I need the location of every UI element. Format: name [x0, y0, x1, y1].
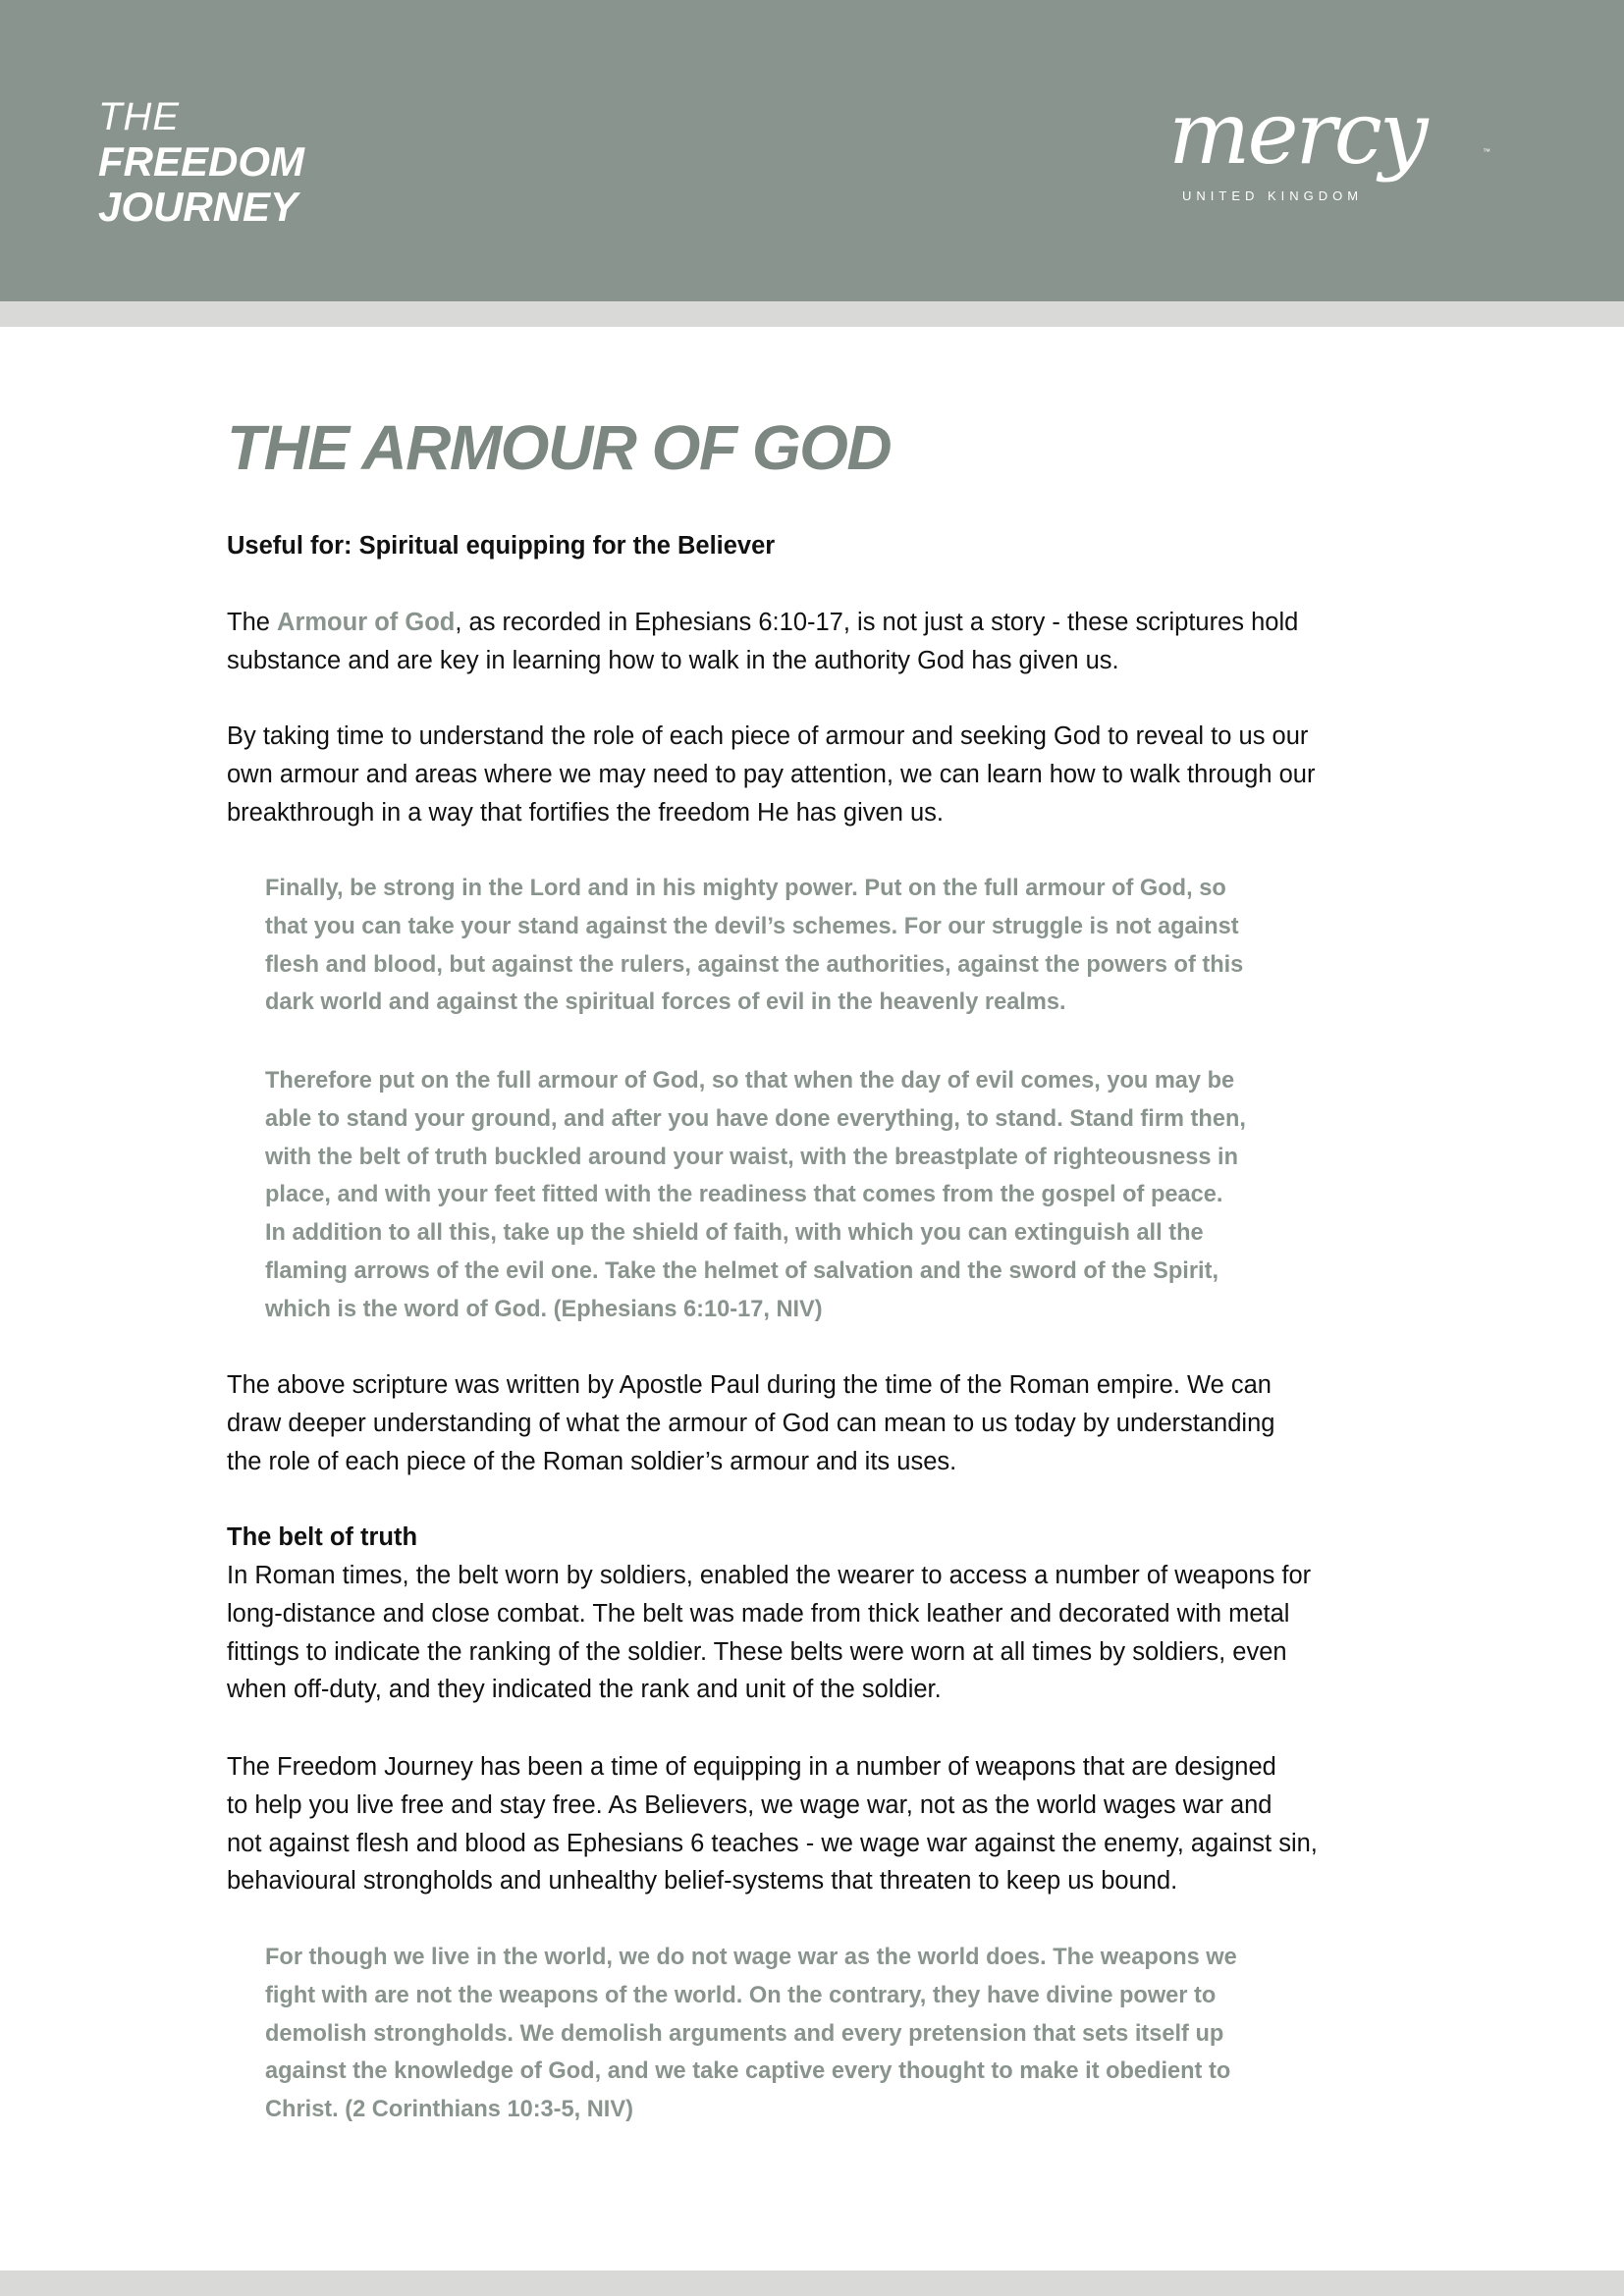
- page-title: THE ARMOUR OF GOD: [227, 412, 892, 483]
- header-banner: [0, 0, 1624, 301]
- scripture-quote-3: [265, 1939, 1237, 2129]
- text-line: Finally, be strong in the Lord and in his mighty power. Put on the full armour of God, so: [265, 876, 1226, 901]
- text-line: with the belt of truth buckled around your waist, with the breastplate of righteousness in: [265, 1144, 1239, 1170]
- footer-band: [0, 2270, 1624, 2296]
- intro-line: [227, 604, 1298, 642]
- header-divider: [0, 301, 1624, 327]
- useful-for-text: Useful for: Spiritual equipping for the Believer: [227, 532, 776, 560]
- text-line: In addition to all this, take up the shield of faith, with which you can extinguish all the: [265, 1220, 1204, 1247]
- text-line: flesh and blood, but against the rulers, against the authorities, against the powers of this: [265, 951, 1244, 978]
- text-line: fight with are not the weapons of the world. On the contrary, they have divine power to: [265, 1982, 1217, 2008]
- text-line: Christ. (2 Corinthians 10:3-5, NIV): [265, 2097, 633, 2123]
- scripture-quote-1: [265, 870, 1243, 1022]
- text-line: For though we live in the world, we do not wage war as the world does. The weapons we: [265, 1945, 1237, 1970]
- text-line: long-distance and close combat. The belt was made from thick leather and decorated with metal: [227, 1599, 1290, 1628]
- text-line: behavioural strongholds and unhealthy belief-systems that threaten to keep us bound.: [227, 1867, 1178, 1896]
- text-line: not against flesh and blood as Ephesians 6 teaches - we wage war against the enemy, against sin,: [227, 1829, 1318, 1857]
- text-line: dark world and against the spiritual forces of evil in the heavenly realms.: [265, 989, 1066, 1016]
- text-line: The Freedom Journey has been a time of equipping in a number of weapons that are designed: [227, 1753, 1276, 1781]
- mercy-script: mercy: [1168, 82, 1426, 184]
- mercy-logo: [1159, 82, 1551, 236]
- text-line: which is the word of God. (Ephesians 6:10-17, NIV): [265, 1296, 823, 1322]
- paragraph-belt: [227, 1557, 1311, 1709]
- text-line: against the knowledge of God, and we take captive every thought to make it obedient to: [265, 2058, 1231, 2085]
- text-line: Therefore put on the full armour of God, so that when the day of evil comes, you may be: [265, 1068, 1235, 1094]
- text-line: when off-duty, and they indicated the rank and unit of the soldier.: [227, 1676, 942, 1704]
- scripture-quote-2: [265, 1062, 1246, 1329]
- text-line: to help you live free and stay free. As Believers, we wage war, not as the world wages war and: [227, 1790, 1272, 1819]
- mercy-subtitle: UNITED KINGDOM: [1182, 188, 1364, 203]
- text-line: The above scripture was written by Apostle Paul during the time of the Roman empire. We can: [227, 1371, 1272, 1399]
- text-line: able to stand your ground, and after you have done everything, to stand. Stand firm then,: [265, 1105, 1246, 1132]
- text-line: that you can take your stand against the devil’s schemes. For our struggle is not against: [265, 913, 1239, 939]
- text-line: In Roman times, the belt worn by soldiers, enabled the wearer to access a number of weapons for: [227, 1562, 1312, 1589]
- intro-paragraph: [227, 604, 1298, 680]
- paragraph-roman-context: [227, 1366, 1274, 1480]
- text-line: breakthrough in a way that fortifies the freedom He has given us.: [227, 798, 944, 827]
- belt-of-truth-heading: [227, 1519, 417, 1557]
- text-line: flaming arrows of the evil one. Take the helmet of salvation and the sword of the Spirit,: [265, 1257, 1218, 1284]
- paragraph-understanding: [227, 718, 1315, 831]
- intro-line: substance and are key in learning how to walk in the authority God has given us.: [227, 646, 1119, 674]
- brand-the: THE: [98, 95, 180, 138]
- text-line: demolish strongholds. We demolish arguments and every pretension that sets itself up: [265, 2020, 1224, 2047]
- brand-freedom: FREEDOM: [98, 138, 304, 185]
- text-line: the role of each piece of the Roman soldier’s armour and its uses.: [227, 1447, 957, 1475]
- text-line: draw deeper understanding of what the armour of God can mean to us today by understanding: [227, 1409, 1275, 1437]
- brand-journey: JOURNEY: [98, 184, 298, 230]
- freedom-journey-logo: [98, 94, 304, 230]
- section-heading: The belt of truth: [227, 1523, 418, 1551]
- text-line: By taking time to understand the role of each piece of armour and seeking God to reveal to us our: [227, 722, 1309, 750]
- intro-pre: The: [227, 609, 278, 636]
- paragraph-freedom-journey: [227, 1748, 1318, 1900]
- armour-of-god-highlight: Armour of God: [277, 609, 456, 636]
- text-line: place, and with your feet fitted with the readiness that comes from the gospel of peace.: [265, 1182, 1223, 1208]
- intro-post: , as recorded in Ephesians 6:10-17, is not just a story - these scriptures hold: [455, 609, 1299, 636]
- trademark: ™: [1483, 147, 1490, 156]
- useful-for: [227, 527, 775, 565]
- text-line: own armour and areas where we may need to pay attention, we can learn how to walk through our: [227, 760, 1316, 788]
- text-line: fittings to indicate the ranking of the soldier. These belts were worn at all times by soldiers, even: [227, 1637, 1287, 1666]
